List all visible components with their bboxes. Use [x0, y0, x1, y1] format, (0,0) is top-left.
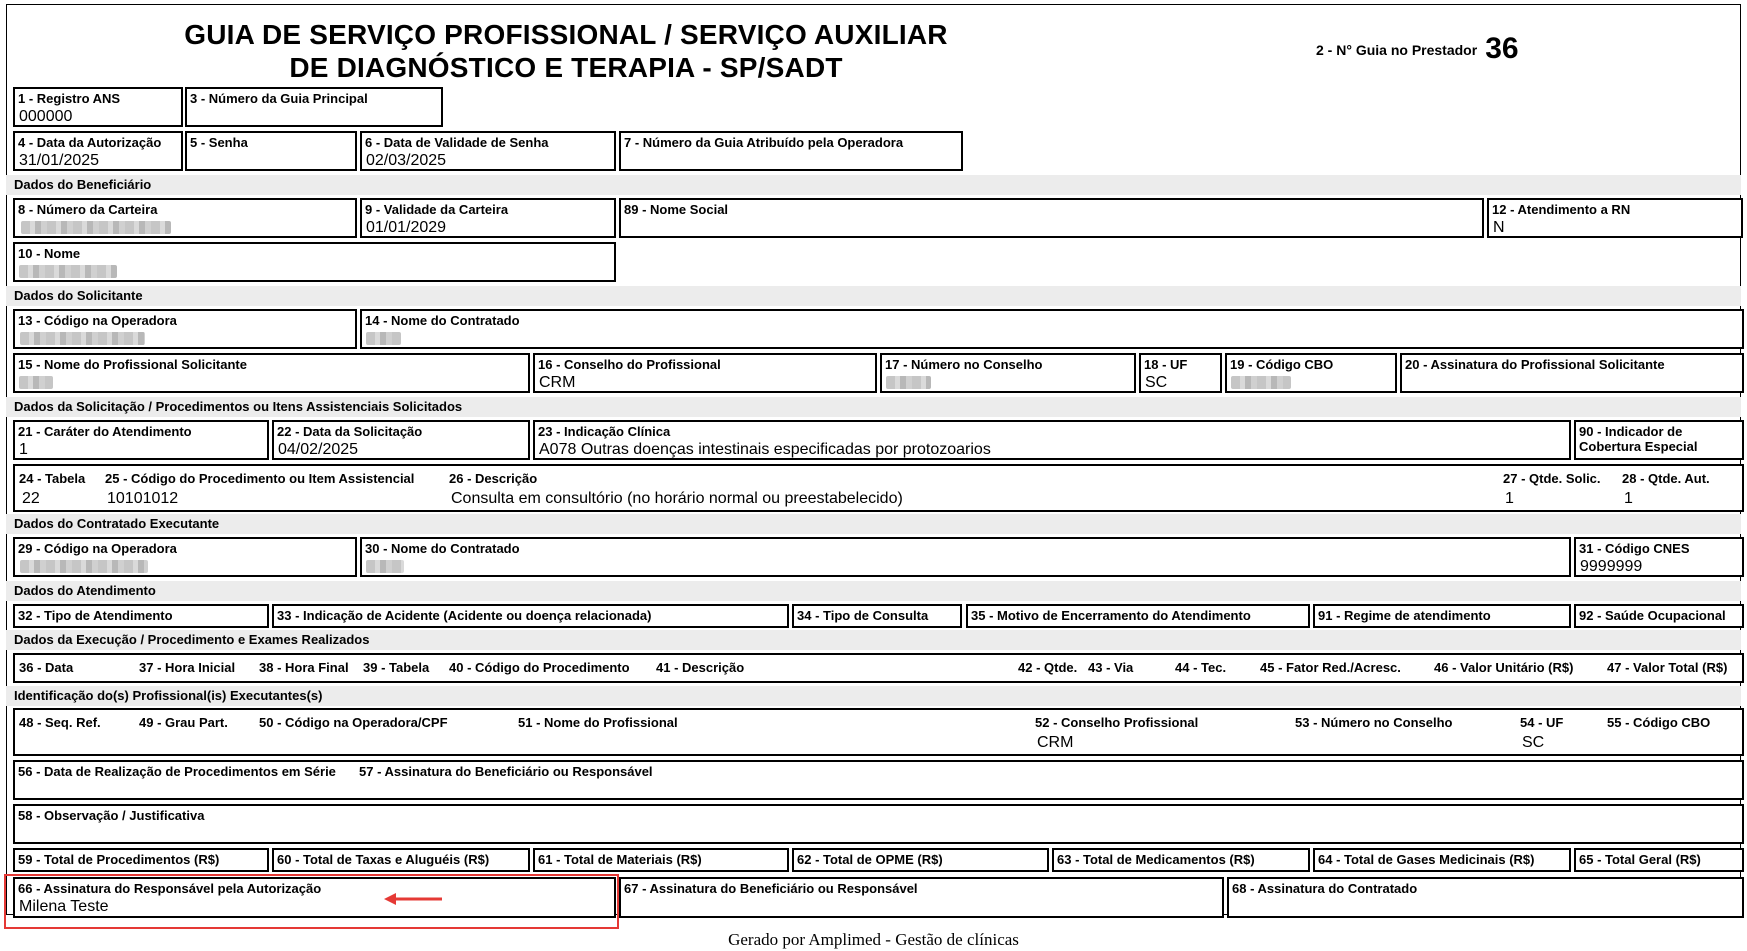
- form-title: [6, 18, 1126, 84]
- field-observacao: [13, 804, 1744, 844]
- field-label: 21 - Caráter do Atendimento: [18, 424, 192, 439]
- field-value: 9999999: [1580, 558, 1643, 575]
- field-label: 18 - UF: [1144, 357, 1188, 372]
- field-numero-carteira: [13, 198, 357, 238]
- field-profissional-solicitante: [13, 353, 530, 393]
- col-codigo-procedimento: 25 - Código do Procedimento ou Item Assistencial: [105, 471, 415, 486]
- cell-conselho: CRM: [1037, 734, 1074, 751]
- field-guia-operadora: [619, 131, 963, 171]
- field-registro-ans: [13, 87, 183, 127]
- col-numero-conselho: 53 - Número no Conselho: [1295, 715, 1453, 730]
- section-title: Dados da Solicitação / Procedimentos ou Itens Assistenciais Solicitados: [14, 399, 463, 414]
- arrow-left-icon: [384, 892, 442, 906]
- field-label: 15 - Nome do Profissional Solicitante: [18, 357, 247, 372]
- guia-prestador: [1316, 32, 1519, 66]
- col-qtde-aut: 28 - Qtde. Aut.: [1622, 471, 1710, 486]
- col-descricao: 41 - Descrição: [656, 660, 745, 675]
- field-label: 58 - Observação / Justificativa: [18, 808, 205, 823]
- section-title: Identificação do(s) Profissional(is) Executantes(s): [14, 688, 323, 703]
- cell-qtde-aut: 1: [1624, 490, 1633, 507]
- field-indicacao-clinica: [533, 420, 1571, 460]
- col-codigo-procedimento: 40 - Código do Procedimento: [449, 660, 630, 675]
- field-total-medicamentos: [1052, 848, 1310, 872]
- field-label-56: 56 - Data de Realização de Procedimentos em Série: [18, 764, 336, 779]
- field-assinatura-solicitante: [1400, 353, 1744, 393]
- col-data: 36 - Data: [19, 660, 74, 675]
- section-title: Dados do Solicitante: [14, 288, 143, 303]
- cell-codigo: 10101012: [107, 490, 179, 507]
- field-codigo-cnes: [1574, 537, 1744, 577]
- col-conselho-profissional: 52 - Conselho Profissional: [1035, 715, 1199, 730]
- field-label: 60 - Total de Taxas e Aluguéis (R$): [277, 852, 490, 867]
- field-nome: [13, 242, 616, 282]
- field-nome-social: [619, 198, 1484, 238]
- section-atendimento: [6, 581, 1741, 601]
- field-label: 67 - Assinatura do Beneficiário ou Responsável: [624, 881, 918, 896]
- col-codigo-cbo: 55 - Código CBO: [1607, 715, 1711, 730]
- col-nome-profissional: 51 - Nome do Profissional: [518, 715, 678, 730]
- section-profissionais: [6, 686, 1741, 706]
- section-title: Dados do Contratado Executante: [14, 516, 220, 531]
- field-nome-contratado-executante: [360, 537, 1571, 577]
- redacted-value: [366, 332, 401, 345]
- field-saude-ocupacional: [1574, 604, 1744, 628]
- field-label: 23 - Indicação Clínica: [538, 424, 671, 439]
- col-via: 43 - Via: [1088, 660, 1134, 675]
- col-hora-inicial: 37 - Hora Inicial: [139, 660, 236, 675]
- field-codigo-operadora-executante: [13, 537, 357, 577]
- field-label: 16 - Conselho do Profissional: [538, 357, 721, 372]
- field-cobertura-especial: [1574, 420, 1744, 460]
- field-value: N: [1493, 219, 1505, 236]
- field-total-taxas: [272, 848, 530, 872]
- field-label: 14 - Nome do Contratado: [365, 313, 520, 328]
- table-profissionais: [13, 708, 1744, 756]
- field-label: 13 - Código na Operadora: [18, 313, 177, 328]
- field-label: 68 - Assinatura do Contratado: [1232, 881, 1418, 896]
- section-solicitacao: [6, 397, 1741, 417]
- field-data-autorizacao: [13, 131, 183, 171]
- section-title: Dados do Atendimento: [14, 583, 156, 598]
- field-atendimento-rn: [1487, 198, 1743, 238]
- section-solicitante: [6, 286, 1741, 306]
- field-label: 65 - Total Geral (R$): [1579, 852, 1701, 867]
- field-label: 89 - Nome Social: [624, 202, 729, 217]
- field-total-geral: [1574, 848, 1744, 872]
- field-numero-conselho: [880, 353, 1136, 393]
- field-value: 31/01/2025: [19, 152, 100, 169]
- field-value: Milena Teste: [19, 898, 109, 915]
- field-total-opme: [792, 848, 1049, 872]
- field-tipo-atendimento: [13, 604, 269, 628]
- field-procedimentos-serie: [13, 760, 1744, 800]
- col-valor-unitario: 46 - Valor Unitário (R$): [1434, 660, 1574, 675]
- field-regime-atendimento: [1313, 604, 1571, 628]
- field-label: 32 - Tipo de Atendimento: [18, 608, 173, 623]
- form-title-line1: GUIA DE SERVIÇO PROFISSIONAL / SERVIÇO AUXILIAR: [184, 19, 948, 50]
- field-label: 10 - Nome: [18, 246, 81, 261]
- guia-prestador-label: 2 - N° Guia no Prestador: [1316, 42, 1478, 58]
- redacted-value: [366, 560, 404, 573]
- field-value: CRM: [539, 374, 576, 391]
- field-codigo-operadora-solicitante: [13, 309, 357, 349]
- field-label: 91 - Regime de atendimento: [1318, 608, 1491, 623]
- cell-qtde-solic: 1: [1505, 490, 1514, 507]
- section-title: Dados da Execução / Procedimento e Exames Realizados: [14, 632, 370, 647]
- field-label: 9 - Validade da Carteira: [365, 202, 509, 217]
- col-tabela: 24 - Tabela: [19, 471, 86, 486]
- redacted-value: [19, 265, 117, 278]
- field-label: 29 - Código na Operadora: [18, 541, 177, 556]
- field-tipo-consulta: [792, 604, 962, 628]
- col-qtde: 42 - Qtde.: [1018, 660, 1078, 675]
- field-label: 7 - Número da Guia Atribuído pela Operadora: [624, 135, 904, 150]
- field-label: 66 - Assinatura do Responsável pela Autorização: [18, 881, 322, 896]
- field-value: A078 Outras doenças intestinais especificadas por protozoarios: [539, 441, 991, 458]
- section-executante: [6, 514, 1741, 534]
- col-tec: 44 - Tec.: [1175, 660, 1227, 675]
- redacted-value: [886, 376, 931, 389]
- field-label: 62 - Total de OPME (R$): [797, 852, 943, 867]
- field-motivo-encerramento: [966, 604, 1310, 628]
- section-execucao: [6, 630, 1741, 650]
- field-guia-principal: [185, 87, 443, 127]
- col-fator: 45 - Fator Red./Acresc.: [1260, 660, 1401, 675]
- field-total-gases: [1313, 848, 1571, 872]
- col-descricao: 26 - Descrição: [449, 471, 538, 486]
- guia-prestador-value: 36: [1485, 32, 1519, 65]
- field-conselho-profissional: [533, 353, 877, 393]
- field-label: 90 - Indicador de Cobertura Especial: [1579, 424, 1698, 454]
- cell-tabela: 22: [22, 490, 40, 507]
- field-value: SC: [1145, 374, 1168, 391]
- field-uf: [1139, 353, 1222, 393]
- field-codigo-cbo: [1225, 353, 1397, 393]
- field-label: 3 - Número da Guia Principal: [190, 91, 368, 106]
- field-label: 8 - Número da Carteira: [18, 202, 158, 217]
- field-label: 92 - Saúde Ocupacional: [1579, 608, 1726, 623]
- redacted-value: [1231, 376, 1291, 389]
- footer-generated-by: Gerado por Amplimed - Gestão de clínicas: [728, 930, 1019, 949]
- table-procedimentos-solicitados: [13, 464, 1744, 512]
- redacted-value: [20, 560, 148, 573]
- field-label: 22 - Data da Solicitação: [277, 424, 423, 439]
- field-label: 59 - Total de Procedimentos (R$): [18, 852, 220, 867]
- field-value: 01/01/2029: [366, 219, 447, 236]
- field-label: 6 - Data de Validade de Senha: [365, 135, 549, 150]
- col-seq-ref: 48 - Seq. Ref.: [19, 715, 101, 730]
- field-label-57: 57 - Assinatura do Beneficiário ou Responsável: [359, 764, 653, 779]
- col-valor-total: 47 - Valor Total (R$): [1607, 660, 1728, 675]
- redacted-value: [20, 332, 145, 345]
- table-execucao: [13, 653, 1744, 683]
- col-hora-final: 38 - Hora Final: [259, 660, 349, 675]
- form-title-line2: DE DIAGNÓSTICO E TERAPIA - SP/SADT: [289, 52, 843, 83]
- col-qtde-solic: 27 - Qtde. Solic.: [1503, 471, 1601, 486]
- col-codigo-operadora-cpf: 50 - Código na Operadora/CPF: [259, 715, 448, 730]
- field-label: 1 - Registro ANS: [18, 91, 121, 106]
- cell-uf: SC: [1522, 734, 1545, 751]
- field-label: 34 - Tipo de Consulta: [797, 608, 929, 623]
- section-beneficiario: [6, 175, 1741, 195]
- field-data-solicitacao: [272, 420, 530, 460]
- field-validade-carteira: [360, 198, 616, 238]
- cell-descricao: Consulta em consultório (no horário normal ou preestabelecido): [451, 490, 903, 507]
- field-assinatura-beneficiario: [619, 877, 1224, 918]
- field-value: 000000: [19, 108, 73, 125]
- field-label: 19 - Código CBO: [1230, 357, 1334, 372]
- field-label: 63 - Total de Medicamentos (R$): [1057, 852, 1255, 867]
- field-label: 20 - Assinatura do Profissional Solicitante: [1405, 357, 1665, 372]
- field-value: 02/03/2025: [366, 152, 447, 169]
- field-value: 04/02/2025: [278, 441, 359, 458]
- field-label: 61 - Total de Materiais (R$): [538, 852, 702, 867]
- field-label: 4 - Data da Autorização: [18, 135, 162, 150]
- section-title: Dados do Beneficiário: [14, 177, 152, 192]
- field-indicacao-acidente: [272, 604, 789, 628]
- field-label: 64 - Total de Gases Medicinais (R$): [1318, 852, 1535, 867]
- field-validade-senha: [360, 131, 616, 171]
- field-total-procedimentos: [13, 848, 269, 872]
- field-label: 31 - Código CNES: [1579, 541, 1690, 556]
- redacted-value: [21, 221, 171, 234]
- field-label: 5 - Senha: [190, 135, 248, 150]
- col-uf: 54 - UF: [1520, 715, 1564, 730]
- field-total-materiais: [533, 848, 789, 872]
- field-senha: [185, 131, 357, 171]
- col-grau-part: 49 - Grau Part.: [139, 715, 228, 730]
- highlight-box: [4, 874, 619, 929]
- field-label: 30 - Nome do Contratado: [365, 541, 520, 556]
- field-label: 33 - Indicação de Acidente (Acidente ou doença relacionada): [277, 608, 652, 623]
- field-label: 17 - Número no Conselho: [885, 357, 1043, 372]
- field-value: 1: [19, 441, 28, 458]
- field-label: 12 - Atendimento a RN: [1492, 202, 1631, 217]
- field-label: 35 - Motivo de Encerramento do Atendimento: [971, 608, 1251, 623]
- field-carater-atendimento: [13, 420, 269, 460]
- field-nome-contratado-solicitante: [360, 309, 1744, 349]
- redacted-value: [19, 376, 53, 389]
- col-tabela: 39 - Tabela: [363, 660, 430, 675]
- field-assinatura-contratado: [1227, 877, 1744, 918]
